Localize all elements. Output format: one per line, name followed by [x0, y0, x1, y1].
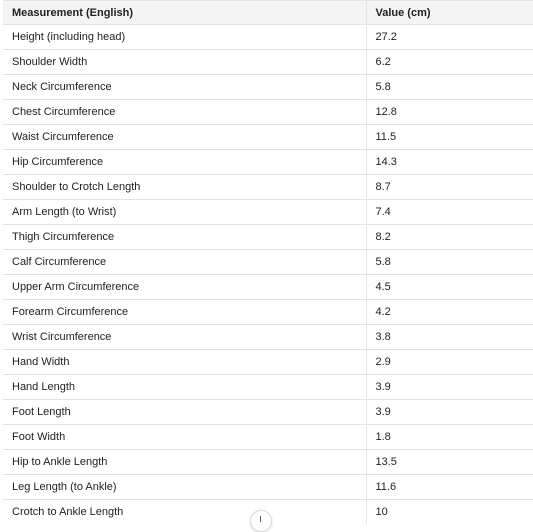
scroll-down-button[interactable] — [250, 510, 272, 532]
table-row — [3, 50, 533, 75]
measurement-cell: Calf Circumference — [3, 250, 366, 275]
value-cell: 2.9 — [366, 350, 533, 375]
table-row — [3, 475, 533, 500]
table-row — [3, 450, 533, 475]
table-row — [3, 200, 533, 225]
header-measurement: Measurement (English) — [3, 1, 366, 25]
measurement-cell: Upper Arm Circumference — [3, 275, 366, 300]
measurement-cell: Hand Width — [3, 350, 366, 375]
measurement-cell: Thigh Circumference — [3, 225, 366, 250]
value-cell: 27.2 — [366, 25, 533, 50]
measurement-cell: Shoulder to Crotch Length — [3, 175, 366, 200]
table-row — [3, 225, 533, 250]
measurement-cell: Foot Width — [3, 425, 366, 450]
measurement-cell: Foot Length — [3, 400, 366, 425]
value-cell: 6.2 — [366, 50, 533, 75]
table-row — [3, 400, 533, 425]
table-row — [3, 175, 533, 200]
table-row — [3, 25, 533, 50]
table-row — [3, 100, 533, 125]
value-cell: 3.9 — [366, 400, 533, 425]
table-row — [3, 325, 533, 350]
header-value: Value (cm) — [366, 1, 533, 25]
value-cell: 11.6 — [366, 475, 533, 500]
measurement-cell: Chest Circumference — [3, 100, 366, 125]
value-cell: 5.8 — [366, 75, 533, 100]
table-row — [3, 250, 533, 275]
measurement-cell: Crotch to Ankle Length — [12, 506, 124, 518]
value-cell: 1.8 — [366, 425, 533, 450]
table-row — [3, 350, 533, 375]
value-cell: 11.5 — [366, 125, 533, 150]
value-cell: 4.2 — [366, 300, 533, 325]
measurement-cell: Neck Circumference — [3, 75, 366, 100]
table-row — [3, 425, 533, 450]
value-cell: 3.9 — [366, 375, 533, 400]
table-row — [3, 125, 533, 150]
value-cell: 3.8 — [366, 325, 533, 350]
table-body — [3, 25, 533, 525]
table-row — [3, 150, 533, 175]
measurement-cell: Leg Length (to Ankle) — [3, 475, 366, 500]
measurement-cell: Hip Circumference — [3, 150, 366, 175]
measurement-cell: Forearm Circumference — [3, 300, 366, 325]
measurement-cell: Hand Length — [3, 375, 366, 400]
table-row — [3, 300, 533, 325]
table-row — [3, 75, 533, 100]
table-row — [3, 275, 533, 300]
table-header-row — [3, 1, 533, 25]
value-cell: 4.5 — [366, 275, 533, 300]
measurement-cell: Shoulder Width — [3, 50, 366, 75]
measurements-table — [3, 0, 533, 524]
value-cell: 13.5 — [366, 450, 533, 475]
measurements-table-container — [3, 0, 533, 524]
measurement-cell: Height (including head) — [3, 25, 366, 50]
table-row — [3, 375, 533, 400]
value-cell: 12.8 — [366, 100, 533, 125]
measurement-cell: Arm Length (to Wrist) — [3, 200, 366, 225]
measurement-cell: Wrist Circumference — [3, 325, 366, 350]
arrow-down-icon — [260, 516, 261, 522]
value-cell: 5.8 — [366, 250, 533, 275]
value-cell: 10 — [366, 500, 533, 525]
measurement-cell: Hip to Ankle Length — [3, 450, 366, 475]
value-cell: 14.3 — [366, 150, 533, 175]
measurement-cell: Waist Circumference — [3, 125, 366, 150]
value-cell: 8.7 — [366, 175, 533, 200]
value-cell: 7.4 — [366, 200, 533, 225]
value-cell: 8.2 — [366, 225, 533, 250]
